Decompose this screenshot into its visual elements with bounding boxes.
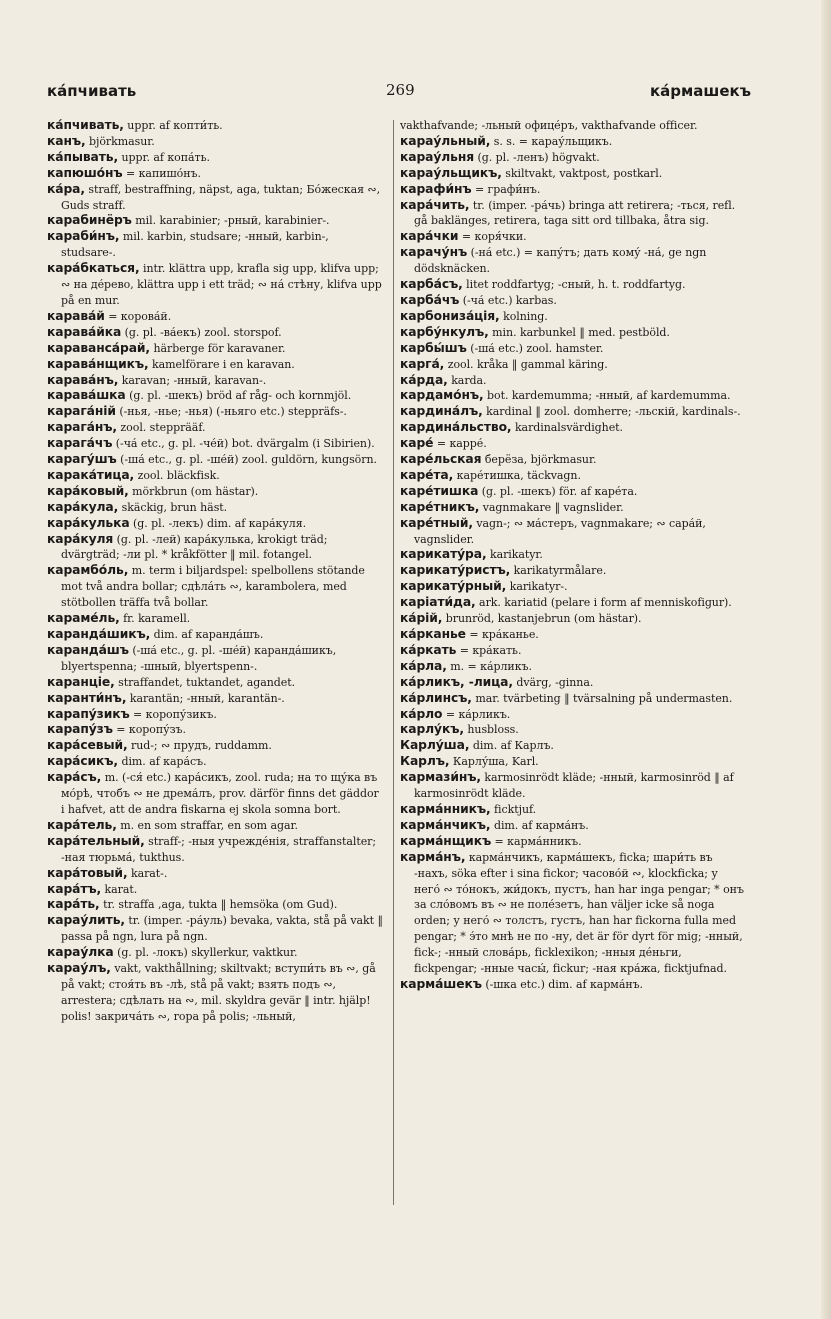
entry-headword: кара́ть, bbox=[47, 897, 100, 912]
dictionary-entry bbox=[47, 675, 385, 691]
entry-definition: husbloss. bbox=[463, 723, 519, 737]
entry-headword: кара́тъ, bbox=[47, 881, 102, 896]
dictionary-entry bbox=[400, 484, 745, 500]
entry-definition: = коропу́зъ. bbox=[112, 723, 186, 737]
dictionary-entry bbox=[47, 627, 385, 643]
entry-definition: берёза, björkmasur. bbox=[481, 453, 597, 467]
entry-headword: ка́рло bbox=[400, 706, 443, 721]
entry-headword: ка́рканье bbox=[400, 627, 466, 641]
entry-headword: Карлу́ша, bbox=[400, 738, 470, 753]
entry-definition: (g. pl. -лекъ) dim. af кара́куля. bbox=[129, 516, 307, 530]
dictionary-entry bbox=[47, 945, 385, 961]
dictionary-entry bbox=[400, 388, 745, 404]
entry-definition: karavan; -нный, karavan-. bbox=[118, 373, 267, 387]
entry-definition: skiltvakt, vaktpost, postkarl. bbox=[501, 166, 663, 180]
dictionary-entry bbox=[47, 961, 385, 1025]
dictionary-entry bbox=[400, 818, 745, 834]
entry-definition: Карлу́ша, Karl. bbox=[449, 755, 539, 769]
dictionary-entry bbox=[400, 547, 745, 563]
entry-definition: intr. klättra upp, krafla sig upp, klifva upp; ∾ на де́рево, klättra upp i ett träd; ∾ на́ стѣну, klifva upp på en mur. bbox=[61, 262, 382, 307]
entry-headword: карба́съ, bbox=[400, 277, 463, 292]
entry-definition: dim. af Карлъ. bbox=[469, 739, 554, 753]
dictionary-entry bbox=[400, 452, 745, 468]
dictionary-entry bbox=[400, 150, 745, 166]
dictionary-entry bbox=[47, 261, 385, 309]
dictionary-entry bbox=[47, 484, 385, 500]
dictionary-entry bbox=[47, 834, 385, 866]
entry-headword: каре́льская bbox=[400, 452, 482, 467]
dictionary-entry bbox=[47, 150, 385, 166]
dictionary-entry bbox=[400, 166, 745, 182]
entry-definition: karantän; -нный, karantän-. bbox=[126, 691, 285, 705]
entry-headword: карава́шка bbox=[47, 388, 126, 403]
entry-definition: mörkbrun (om hästar). bbox=[128, 484, 259, 498]
entry-definition: карма́нчикъ, карма́шекъ, ficka; шари́ть въ -нахъ, söka efter i sina fickor; часово́й ∾, klockficka; у него́ ∾ то́нокъ, жи́докъ, пустъ, han har inga pengar; * онъ за сло́вомъ въ ∾ не поле́зетъ, han väljer icke så noga orden; у него́ ∾ толстъ, густъ, han har fickorna fulla med pengar; * э́то мнѣ не по -ну, det är för dyrt för mig; -нный, fick-; -нный слова́рь, ficklexikon; -нныя де́ньги, fickpengar; -нные часы́, fickur; -ная кра́жа, ficktjufnad. bbox=[414, 850, 744, 976]
entry-headword: ка́ра, bbox=[47, 181, 85, 196]
entry-headword: кара́ковый, bbox=[47, 483, 129, 498]
entry-headword: карау́льщикъ, bbox=[400, 165, 502, 180]
entry-headword: карлу́къ, bbox=[400, 722, 464, 737]
entry-headword: карикату́рный, bbox=[400, 579, 507, 594]
entry-definition: = капишо́нъ. bbox=[122, 166, 201, 180]
entry-definition: vakthafvande; -льный офице́ръ, vakthafvande officer. bbox=[400, 119, 698, 132]
dictionary-entry bbox=[400, 802, 745, 818]
dictionary-entry bbox=[47, 516, 385, 532]
entry-headword: карау́лить, bbox=[47, 913, 125, 928]
entry-definition: (g. pl. -локъ) skyllerkur, vaktkur. bbox=[113, 946, 298, 960]
entry-headword: каранда́шъ bbox=[47, 642, 129, 657]
entry-definition: каре́тишка, täckvagn. bbox=[453, 468, 581, 482]
entry-headword: карафи́нъ bbox=[400, 181, 472, 196]
dictionary-entry bbox=[400, 675, 745, 691]
entry-headword: карикату́ристъ, bbox=[400, 563, 511, 578]
dictionary-entry bbox=[400, 357, 745, 373]
dictionary-entry bbox=[47, 770, 385, 818]
entry-definition: (g. pl. -ва́екъ) zool. storspof. bbox=[121, 325, 282, 339]
entry-headword: ка́пывать, bbox=[47, 149, 119, 164]
dictionary-entry bbox=[400, 134, 745, 150]
entry-headword: кардина́лъ, bbox=[400, 404, 483, 419]
column-divider bbox=[393, 120, 394, 1205]
dictionary-entry bbox=[400, 977, 745, 993]
entry-headword: карма́нчикъ, bbox=[400, 817, 491, 832]
entry-headword: карау́лъ, bbox=[47, 961, 111, 976]
entry-headword: карга́, bbox=[400, 356, 445, 371]
dictionary-entry bbox=[47, 452, 385, 468]
entry-definition: tr. (imper. -ра́чь) bringa att retirera; -ться, refl. gå baklänges, retirera, taga sitt ord tillbaka, åtra sig. bbox=[414, 198, 736, 228]
dictionary-entry bbox=[400, 595, 745, 611]
entry-headword: карага́чъ bbox=[47, 436, 113, 451]
entry-definition: karat-. bbox=[127, 866, 168, 880]
dictionary-entry bbox=[400, 404, 745, 420]
dictionary-entry bbox=[47, 357, 385, 373]
dictionary-entry bbox=[400, 373, 745, 389]
entry-definition: m. = ка́рликъ. bbox=[446, 659, 532, 673]
entry-headword: карбониза́ція, bbox=[400, 308, 500, 323]
entry-definition: straffandet, tuktandet, agandet. bbox=[114, 675, 296, 689]
entry-headword: ка́ркать bbox=[400, 642, 457, 657]
entry-definition: rud-; ∾ прудъ, ruddamm. bbox=[127, 739, 272, 753]
entry-headword: карбы́шъ bbox=[400, 340, 467, 355]
entry-headword: каранціе, bbox=[47, 674, 115, 689]
entry-definition: dim. af карма́нъ. bbox=[490, 818, 589, 832]
entry-definition: (g. pl. -шекъ) för. af каре́та. bbox=[478, 484, 638, 498]
dictionary-entry bbox=[47, 722, 385, 738]
entry-definition: karmosinrödt kläde; -нный, karmosinröd ‖ af karmosinrödt kläde. bbox=[414, 771, 734, 801]
dictionary-entry bbox=[47, 913, 385, 945]
entry-definition: straff, bestraffning, näpst, aga, tuktan; Бо́жеская ∾, Guds straff. bbox=[61, 182, 381, 212]
entry-definition: (-шка etc.) dim. af карма́нъ. bbox=[481, 977, 644, 991]
left-column bbox=[47, 118, 385, 1308]
entry-headword: кара́тельный, bbox=[47, 833, 145, 848]
dictionary-entry bbox=[400, 738, 745, 754]
entry-headword: карапу́зъ bbox=[47, 722, 113, 737]
dictionary-entry bbox=[47, 754, 385, 770]
entry-definition: kardinal ‖ zool. domherre; -льскій, kardinals-. bbox=[482, 405, 741, 419]
entry-headword: кара́тель, bbox=[47, 817, 117, 832]
entry-definition: ficktjuf. bbox=[490, 802, 537, 816]
dictionary-entry bbox=[400, 643, 745, 659]
entry-headword: ка́рда, bbox=[400, 372, 448, 387]
entry-headword: ка́рлинсъ, bbox=[400, 690, 472, 705]
dictionary-entry bbox=[400, 659, 745, 675]
entry-definition: björkmasur. bbox=[85, 134, 155, 148]
entry-headword: кармази́нъ, bbox=[400, 770, 481, 785]
entry-definition: = коря́чки. bbox=[458, 230, 527, 244]
entry-definition: uppr. af копти́ть. bbox=[123, 119, 223, 132]
entry-headword: карба́чъ bbox=[400, 292, 460, 307]
dictionary-entry bbox=[47, 213, 385, 229]
entry-definition: kamelförare i en karavan. bbox=[148, 357, 295, 371]
dictionary-entry bbox=[47, 643, 385, 675]
dictionary-entry bbox=[400, 516, 745, 548]
dictionary-entry bbox=[47, 229, 385, 261]
entry-definition: (-ча́ etc.) karbas. bbox=[459, 293, 557, 307]
page-header bbox=[0, 82, 831, 106]
dictionary-entry bbox=[47, 818, 385, 834]
entry-headword: кардина́льство, bbox=[400, 420, 512, 435]
entry-definition: karda. bbox=[447, 373, 487, 387]
entry-definition: (g. pl. -шекъ) bröd af råg- och kornmjöl. bbox=[125, 389, 352, 403]
dictionary-entry bbox=[47, 325, 385, 341]
entry-headword: ка́рликъ, -лица, bbox=[400, 674, 513, 689]
entry-definition: (g. pl. -лей) кара́кулька, krokigt träd; dvärgträd; -ли pl. * kråkfötter ‖ mil. fotangel. bbox=[61, 532, 328, 562]
entry-headword: карма́нникъ, bbox=[400, 801, 491, 816]
dictionary-entry bbox=[400, 341, 745, 357]
dictionary-entry bbox=[400, 563, 745, 579]
dictionary-entry bbox=[47, 738, 385, 754]
entry-headword: кара́кула, bbox=[47, 499, 119, 514]
dictionary-entry bbox=[47, 691, 385, 707]
entry-headword: карау́льня bbox=[400, 149, 475, 164]
entry-definition: mil. karabinier; -рный, karabinier-. bbox=[131, 214, 330, 228]
entry-headword: караме́ль, bbox=[47, 611, 120, 626]
entry-headword: кара́кулька bbox=[47, 515, 130, 530]
entry-definition: (-на́ etc.) = капу́тъ; дать кому́ -на́, ge ngn dödsknäcken. bbox=[414, 246, 707, 276]
dictionary-entry bbox=[400, 850, 745, 977]
dictionary-entry bbox=[400, 325, 745, 341]
entry-headword: карбу́нкулъ, bbox=[400, 324, 489, 339]
dictionary-entry bbox=[400, 229, 745, 245]
entry-definition: (-ша́ etc., g. pl. -ше́й) zool. guldörn, kungsörn. bbox=[116, 453, 377, 467]
entry-headword: кардамо́нъ, bbox=[400, 388, 484, 403]
entry-headword: кара́куля bbox=[47, 531, 114, 546]
entry-headword: каре́тишка bbox=[400, 483, 479, 498]
entry-headword: кара́чить, bbox=[400, 197, 470, 212]
dictionary-entry bbox=[47, 404, 385, 420]
dictionary-entry bbox=[400, 834, 745, 850]
entry-headword: карма́нщикъ bbox=[400, 833, 492, 848]
entry-definition: = карре́. bbox=[433, 437, 487, 451]
dictionary-entry bbox=[400, 436, 745, 452]
entry-headword: карава́йка bbox=[47, 324, 122, 339]
entry-definition: härberge för karavaner. bbox=[150, 341, 286, 355]
entry-definition: (-нья, -нье; -нья) (-ньяго etc.) steppräfs-. bbox=[115, 405, 347, 419]
entry-definition: karikatyrmålare. bbox=[510, 564, 607, 578]
dictionary-entry bbox=[47, 897, 385, 913]
entry-definition: karikatyr-. bbox=[506, 580, 568, 594]
dictionary-entry bbox=[47, 611, 385, 627]
entry-definition: m. (-ся́ etc.) кара́сикъ, zool. ruda; на то щу́ка въ мо́рѣ, чтобъ ∾ не дрема́лъ, prov. därför finns det gäddor i hafvet, att de andra fiskarna ej skola somna bort. bbox=[61, 771, 379, 816]
entry-definition: bot. kardemumma; -нный, af kardemumma. bbox=[483, 389, 731, 403]
dictionary-entry bbox=[400, 707, 745, 723]
entry-headword: карава́й bbox=[47, 308, 105, 323]
dictionary-entry bbox=[400, 420, 745, 436]
entry-headword: каре́та, bbox=[400, 467, 454, 482]
entry-definition: dim. af кара́съ. bbox=[118, 755, 207, 769]
entry-headword: каре́тникъ, bbox=[400, 499, 480, 514]
entry-definition: zool. stepprääf. bbox=[116, 421, 206, 435]
dictionary-entry bbox=[47, 118, 385, 134]
dictionary-entry bbox=[47, 866, 385, 882]
entry-definition: ark. kariatid (pelare i form af menniskofigur). bbox=[475, 596, 732, 610]
entry-headword: ка́рла, bbox=[400, 658, 447, 673]
dictionary-entry bbox=[47, 309, 385, 325]
entry-definition: min. karbunkel ‖ med. pestböld. bbox=[488, 325, 670, 339]
dictionary-entry bbox=[47, 166, 385, 182]
entry-definition: s. s. = карау́льщикъ. bbox=[490, 134, 613, 148]
entry-definition: karikatyr. bbox=[486, 548, 543, 562]
entry-definition: zool. kråka ‖ gammal käring. bbox=[444, 357, 608, 371]
entry-definition: = ка́рликъ. bbox=[442, 707, 511, 721]
entry-headword: кара́бкаться, bbox=[47, 261, 140, 276]
dictionary-entry bbox=[400, 691, 745, 707]
entry-definition: vagnmakare ‖ vagnslider. bbox=[479, 500, 624, 514]
entry-headword: кара́товый, bbox=[47, 865, 128, 880]
entry-headword: караби́нъ, bbox=[47, 229, 120, 244]
entry-definition: litet roddfartyg; -сный, h. t. roddfartyg. bbox=[462, 278, 686, 292]
entry-definition: m. en som straffar, en som agar. bbox=[116, 818, 298, 832]
dictionary-entry bbox=[400, 627, 745, 643]
dictionary-entry bbox=[400, 579, 745, 595]
dictionary-entry bbox=[47, 341, 385, 357]
dictionary-entry bbox=[47, 532, 385, 564]
dictionary-entry bbox=[400, 468, 745, 484]
entry-headword: карамбо́ль, bbox=[47, 563, 129, 578]
entry-headword: карачу́нъ bbox=[400, 245, 468, 260]
dictionary-entry bbox=[47, 882, 385, 898]
page-edge-shadow bbox=[821, 0, 831, 1319]
entry-headword: карага́ній bbox=[47, 404, 116, 419]
entry-headword: карма́нъ, bbox=[400, 849, 466, 864]
entry-definition: mil. karbin, studsare; -нный, karbin-, studsare-. bbox=[61, 230, 329, 260]
entry-definition: (-ша́ etc.) zool. hamster. bbox=[466, 341, 604, 355]
entry-definition: dim. af каранда́шъ. bbox=[150, 628, 264, 641]
entry-headword: кара́сикъ, bbox=[47, 754, 119, 769]
entry-definition: = карма́нникъ. bbox=[491, 834, 582, 848]
dictionary-entry bbox=[400, 611, 745, 627]
dictionary-entry bbox=[47, 563, 385, 611]
entry-headword: карава́нщикъ, bbox=[47, 356, 149, 371]
entry-definition: karat. bbox=[101, 882, 138, 896]
entry-definition: mar. tvärbeting ‖ tvärsalning på undermasten. bbox=[471, 691, 733, 705]
entry-definition: kolning. bbox=[499, 309, 548, 323]
entry-definition: fr. karamell. bbox=[119, 612, 191, 626]
entry-definition: zool. bläckfisk. bbox=[134, 468, 220, 482]
dictionary-entry bbox=[47, 373, 385, 389]
entry-headword: карау́лка bbox=[47, 945, 114, 960]
entry-definition: = кра́кать. bbox=[456, 643, 522, 657]
entry-headword: карака́тица, bbox=[47, 467, 135, 482]
entry-headword: каранда́шикъ, bbox=[47, 627, 151, 641]
entry-headword: караванса́рай, bbox=[47, 340, 150, 355]
entry-headword: каранти́нъ, bbox=[47, 690, 127, 705]
dictionary-entry bbox=[400, 277, 745, 293]
entry-headword: Карлъ, bbox=[400, 754, 450, 769]
dictionary-entry bbox=[47, 134, 385, 150]
entry-headword: капюшо́нъ bbox=[47, 165, 123, 180]
entry-headword: каріати́да, bbox=[400, 595, 476, 610]
dictionary-entry bbox=[400, 198, 745, 230]
entry-headword: карау́льный, bbox=[400, 133, 491, 148]
entry-definition: m. term i biljardspel: spelbollens stötande mot två andra bollar; сдѣла́ть ∾, karambolera, med stötbollen träffa två bollar. bbox=[61, 564, 365, 610]
entry-headword: карабинёръ bbox=[47, 213, 132, 228]
dictionary-entry bbox=[400, 500, 745, 516]
entry-headword: кара́чки bbox=[400, 229, 459, 244]
dictionary-entry bbox=[400, 245, 745, 277]
dictionary-entry bbox=[47, 420, 385, 436]
entry-definition: tr. (imper. -ра́уль) bevaka, vakta, stå på vakt ‖ passa på ngn, lura på ngn. bbox=[61, 914, 383, 944]
header-last-word: ка́рмашекъ bbox=[650, 82, 751, 100]
entry-headword: каре́тный, bbox=[400, 515, 473, 530]
entry-definition: (-ша́ etc., g. pl. -ше́й) каранда́шикъ, blyertspenna; -шный, blyertspenn-. bbox=[61, 643, 337, 673]
entry-headword: каре́ bbox=[400, 436, 434, 451]
right-column bbox=[400, 118, 745, 1308]
entry-headword: карагу́шъ bbox=[47, 452, 117, 467]
entry-headword: кара́съ, bbox=[47, 770, 102, 785]
entry-headword: канъ, bbox=[47, 133, 86, 148]
entry-definition: vakt, vakthållning; skiltvakt; вступи́ть въ ∾, gå på vakt; стоя́ть въ -лѣ, stå på vakt; взять подъ ∾, arrestera; сдѣлать на ∾, mil. skyldra gevär ‖ intr. hjälp! polis! закрича́ть ∾, ropa på polis; -льный, bbox=[61, 962, 376, 1023]
entry-headword: карма́шекъ bbox=[400, 976, 482, 991]
dictionary-entry bbox=[400, 293, 745, 309]
dictionary-entry bbox=[400, 118, 745, 134]
entry-definition: uppr. af копа́ть. bbox=[118, 150, 210, 164]
entry-definition: (-ча́ etc., g. pl. -че́й) bot. dvärgalm (i Sibirien). bbox=[112, 437, 375, 451]
entry-definition: skäckig, brun häst. bbox=[118, 500, 228, 514]
entry-definition: dvärg, -ginna. bbox=[512, 675, 594, 689]
page-number: 269 bbox=[386, 81, 415, 99]
entry-definition: = корова́й. bbox=[104, 309, 172, 323]
dictionary-entry bbox=[400, 722, 745, 738]
entry-definition: = графи́нъ. bbox=[471, 182, 541, 196]
dictionary-entry bbox=[47, 468, 385, 484]
dictionary-entry bbox=[400, 770, 745, 802]
entry-definition: tr. straffa ,aga, tukta ‖ hemsöka (om Gud). bbox=[99, 898, 338, 912]
entry-definition: vagn-; ∾ ма́стеръ, vagnmakare; ∾ сара́й, vagnslider. bbox=[414, 516, 706, 546]
dictionary-entry bbox=[47, 182, 385, 214]
entry-headword: карапу́зикъ bbox=[47, 706, 130, 721]
entry-headword: карикату́ра, bbox=[400, 547, 487, 562]
dictionary-entry bbox=[400, 182, 745, 198]
dictionary-entry bbox=[400, 754, 745, 770]
entry-definition: (g. pl. -ленъ) högvakt. bbox=[474, 150, 600, 164]
dictionary-entry bbox=[47, 707, 385, 723]
dictionary-entry bbox=[47, 500, 385, 516]
dictionary-entry bbox=[400, 309, 745, 325]
dictionary-entry bbox=[47, 388, 385, 404]
entry-headword: карага́нъ, bbox=[47, 420, 117, 435]
entry-definition: = кра́канье. bbox=[465, 628, 539, 641]
entry-headword: ка́пчивать, bbox=[47, 118, 124, 132]
entry-headword: ка́рій, bbox=[400, 611, 443, 626]
entry-definition: straff-; -ныя учрежде́нія, straffanstalter; -ная тюрьма́, tukthus. bbox=[61, 834, 377, 864]
entry-definition: = коропу́зикъ. bbox=[129, 707, 217, 721]
header-first-word: ка́пчивать bbox=[47, 82, 137, 100]
entry-headword: кара́севый, bbox=[47, 738, 128, 753]
entry-headword: карава́нъ, bbox=[47, 372, 119, 387]
dictionary-entry bbox=[47, 436, 385, 452]
entry-definition: kardinalsvärdighet. bbox=[511, 421, 623, 435]
entry-definition: brunröd, kastanjebrun (om hästar). bbox=[442, 612, 642, 626]
